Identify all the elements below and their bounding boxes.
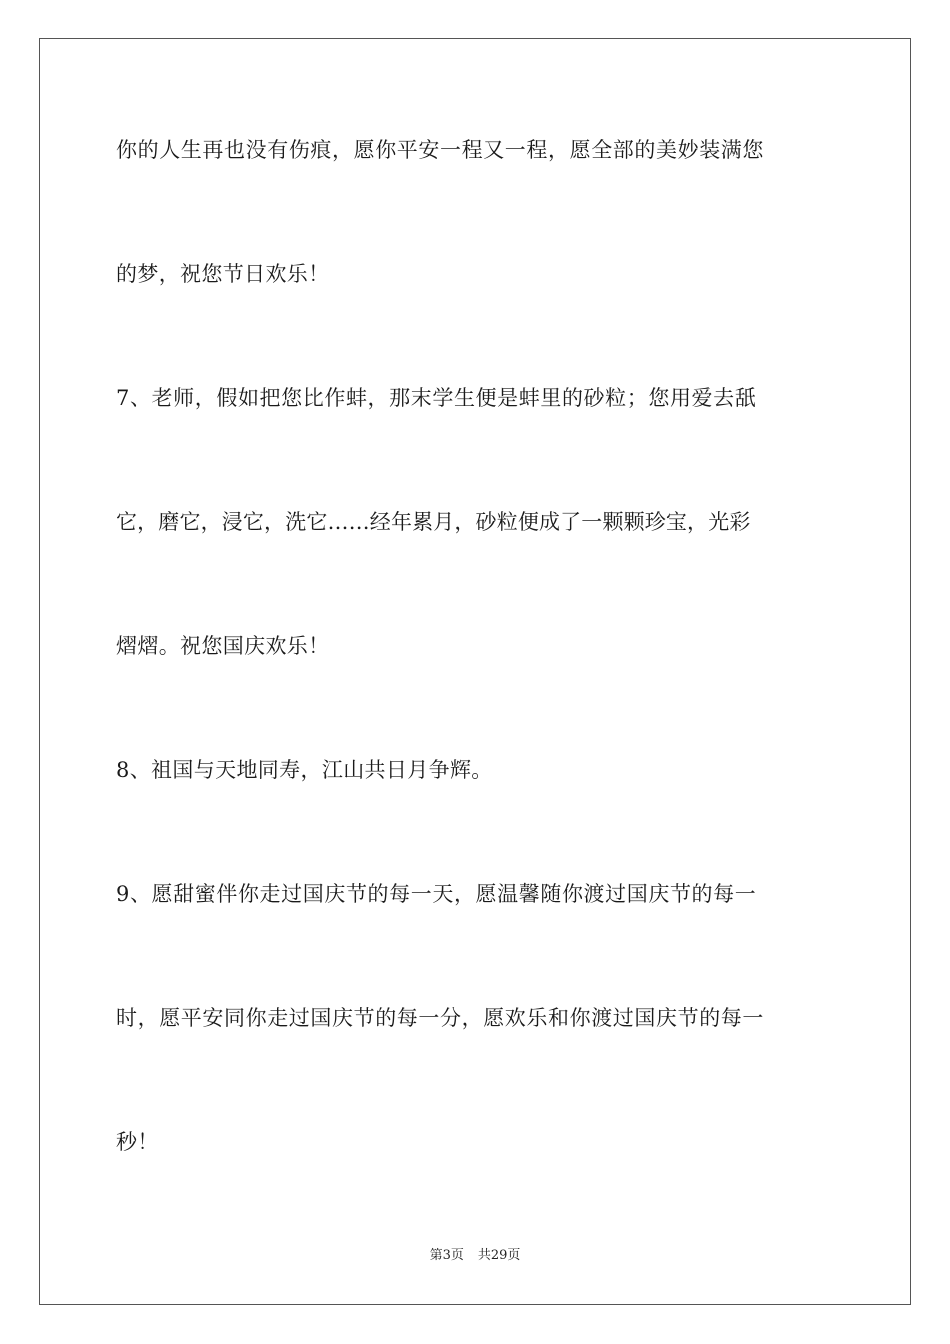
text-line: 8、祖国与天地同寿，江山共日月争辉。 (116, 758, 493, 782)
total-pages: 共29页 (477, 1248, 521, 1263)
text-line: 时，愿平安同你走过国庆节的每一分，愿欢乐和你渡过国庆节的每一 (116, 1006, 764, 1030)
page-footer (0, 1247, 950, 1265)
page-number: 第3页 (429, 1248, 464, 1263)
text-line: 7、老师，假如把您比作蚌，那末学生便是蚌里的砂粒；您用爱去舐 (116, 386, 757, 410)
text-line: 熠熠。祝您国庆欢乐！ (116, 634, 330, 658)
text-line: 你的人生再也没有伤痕，愿你平安一程又一程，愿全部的美妙装满您 (116, 138, 764, 162)
text-line: 9、愿甜蜜伴你走过国庆节的每一天，愿温馨随你渡过国庆节的每一 (116, 882, 757, 906)
text-line: 秒！ (116, 1130, 159, 1154)
text-line: 它，磨它，浸它，洗它……经年累月，砂粒便成了一颗颗珍宝，光彩 (116, 510, 751, 534)
page-frame (39, 38, 911, 1305)
text-line: 的梦，祝您节日欢乐！ (116, 262, 330, 286)
